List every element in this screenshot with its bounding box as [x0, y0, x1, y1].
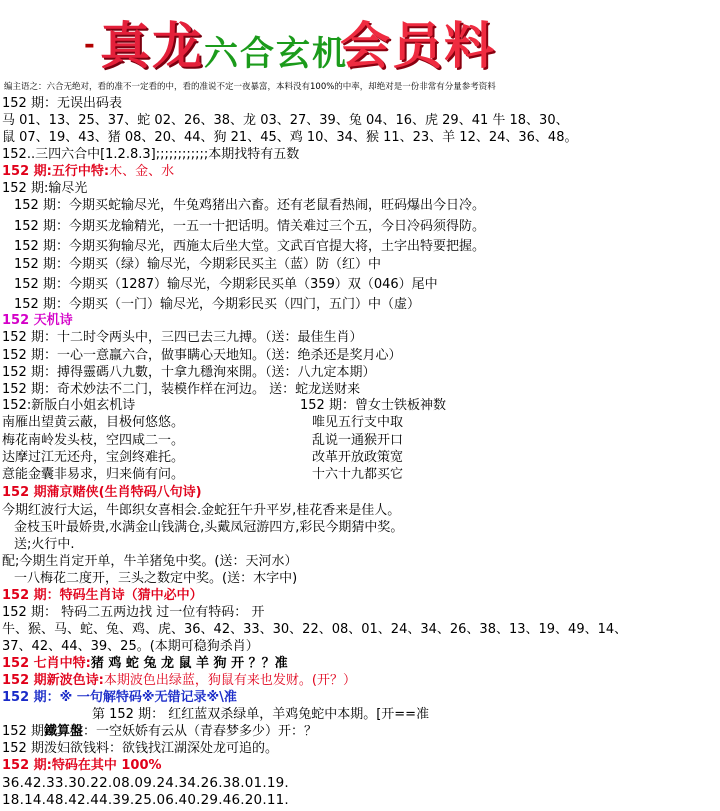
section-heading: 152 天机诗 — [2, 313, 73, 328]
tiesuanpan-line — [2, 723, 317, 741]
text-line: 152 期： 特码二五两边找 过一位有特码： 开 — [2, 605, 265, 620]
numbers-line: 37、42、44、39、25。(本期可稳狗杀肖） — [2, 639, 259, 654]
text-line: 152:新版白小姐玄机诗 — [2, 398, 136, 413]
poem-line: 十六十九都买它 — [312, 467, 404, 482]
section-heading: 152 期:五行中特: — [2, 164, 110, 179]
section-heading: 152 期:特码在其中 100% — [2, 758, 162, 773]
section-heading: 152 期：※ 一句解特码※无错记录※\准 — [2, 690, 237, 705]
poem-line: 金枝玉叶最娇贵,水满金山钱满仓,头戴凤冠游四方,彩民今期猜中奖。 — [14, 520, 404, 535]
zodiac-numbers-line: 鼠 07、19、43、猪 08、20、44、狗 21、45、鸡 10、34、猴 11、23、羊 12、24、36、48。 — [2, 130, 578, 145]
poem-line: 意能金囊非易求，归来倘有问。 — [2, 467, 185, 482]
text-line: 送;火行中. — [14, 537, 75, 552]
poem-line: 改革开放政策宽 — [312, 450, 404, 465]
section-heading: 152 期：特码生肖诗 — [2, 588, 125, 603]
section-value: 木、金、水 — [109, 164, 175, 179]
text-line: 152 期：无误出码表 — [2, 96, 122, 111]
header-banner — [0, 0, 720, 78]
poem-line: 今期红波行大运，牛郎织女喜相会.金蛇狂午升平岁,桂花香来是佳人。 — [2, 503, 401, 518]
text-fragment: 152 期 — [2, 724, 44, 739]
text-line: 152 期：十二时令两头中，三四已去三九搏。（送：最佳生肖） — [2, 330, 363, 345]
text-line: 152 期:输尽光 — [2, 181, 88, 196]
poem-line: 乱说一通猴开口 — [312, 433, 404, 448]
section-value: 本期波色出绿蓝，狗鼠有来也发财。(开？） — [103, 673, 356, 688]
text-line: 152 期泼妇欲钱料：欲钱找江湖深处龙可追的。 — [2, 741, 278, 756]
section-heading: 152 七肖中特: — [2, 656, 91, 671]
text-line: 152 期：曾女士铁板神数 — [300, 398, 446, 413]
poem-line: 唯见五行支中取 — [312, 415, 404, 430]
poem-line: 梅花南岭发头枝，空四咸二一。 — [2, 433, 185, 448]
poem-line: 南雁出望黄云蔽，目极何悠悠。 — [2, 415, 185, 430]
section-value: （猜中必中） — [124, 588, 203, 603]
text-line: 152 期：今期买蛇输尽光，牛兔鸡猪出六畜。还有老鼠看热闹，旺码爆出今日冷。 — [14, 198, 485, 213]
text-line: 一八梅花二度开，三头之数定中奖。(送：木字中) — [14, 571, 298, 586]
seven-zodiac-line — [2, 655, 288, 673]
text-line: 152 期：搏得靈碼八九數，十拿九穩洵來開。（送：八九定本期） — [2, 365, 376, 380]
text-line: 152 期：今期买（绿）输尽光，今期彩民买主（蓝）防（红）中 — [14, 257, 381, 272]
numbers-line: 18.14.48.42.44.39.25.06.40.29.46.20.11. — [2, 792, 289, 808]
banner-title-liuhexuanji: 六合玄机 — [204, 34, 348, 74]
text-line: 配;今期生肖定开单，牛羊猪兔中奖。(送：天河水） — [2, 554, 298, 569]
wuxing-heading — [2, 163, 174, 181]
wave-color-line — [2, 672, 356, 690]
text-fragment: ：一空妖娇有云从（青春梦多少）开：？ — [82, 724, 317, 739]
section-value: 猪 鸡 蛇 兔 龙 鼠 羊 狗 开 ？？准 — [90, 656, 288, 671]
poem-line: 达摩过江无还舟，宝剑终难托。 — [2, 450, 185, 465]
numbers-line: 牛、猴、马、蛇、兔、鸡、虎、36、42、33、30、22、08、01、24、34、26、38、13、19、49、14、 — [2, 622, 628, 637]
section-heading: 152 期新波色诗: — [2, 673, 104, 688]
text-line: 152 期：一心一意羸六合，做事瞒心天地知。（送：绝杀还是奖月心） — [2, 348, 402, 363]
banner-dash: - — [84, 30, 95, 60]
text-line: 152 期：今期买（1287）输尽光，今期彩民买单（359）双（046）尾中 — [14, 277, 438, 292]
section-heading: 152 期蒲京赌侠(生肖特码八句诗) — [2, 485, 202, 500]
numbers-line: 36.42.33.30.22.08.09.24.34.26.38.01.19. — [2, 775, 289, 791]
banner-title-huiyuanliao: 会员料 — [340, 17, 496, 75]
disclaimer-text: 编主语之：六合无绝对，看的准不一定看的中，看的准说不定一夜暴富，本料没有100%的中率，却绝对是一份非常有分量参考资料 — [4, 82, 496, 92]
text-line: 152 期：今期买狗输尽光，西施太后坐大堂。文武百官提大将，土字出特要把握。 — [14, 239, 485, 254]
zodiac-numbers-line: 马 01、13、25、37、蛇 02、26、38、龙 03、27、39、兔 04、16、虎 29、41 牛 18、30、 — [2, 113, 569, 128]
text-line: 152 期：今期买（一门）输尽光，今期彩民买（四门，五门）中（虚） — [14, 297, 420, 312]
text-line: 152 期：今期买龙输精光，一五一十把话明。情关难过三个五，今日冷码须得防。 — [14, 219, 485, 234]
text-fragment: 鐵算盤 — [43, 724, 83, 739]
text-line: 第 152 期： 红红蓝双杀绿单，羊鸡兔蛇中本期。[开==准 — [92, 707, 430, 722]
text-line: 152..三四六合中[1.2.8.3];;;;;;;;;;;;本期找特有五数 — [2, 147, 300, 162]
text-line: 152 期：奇术妙法不二门，装模作样在河边。 送：蛇龙送财来 — [2, 382, 361, 397]
banner-title-zhenlong: 真龙 — [100, 16, 204, 75]
tema-poem-heading — [2, 587, 203, 605]
